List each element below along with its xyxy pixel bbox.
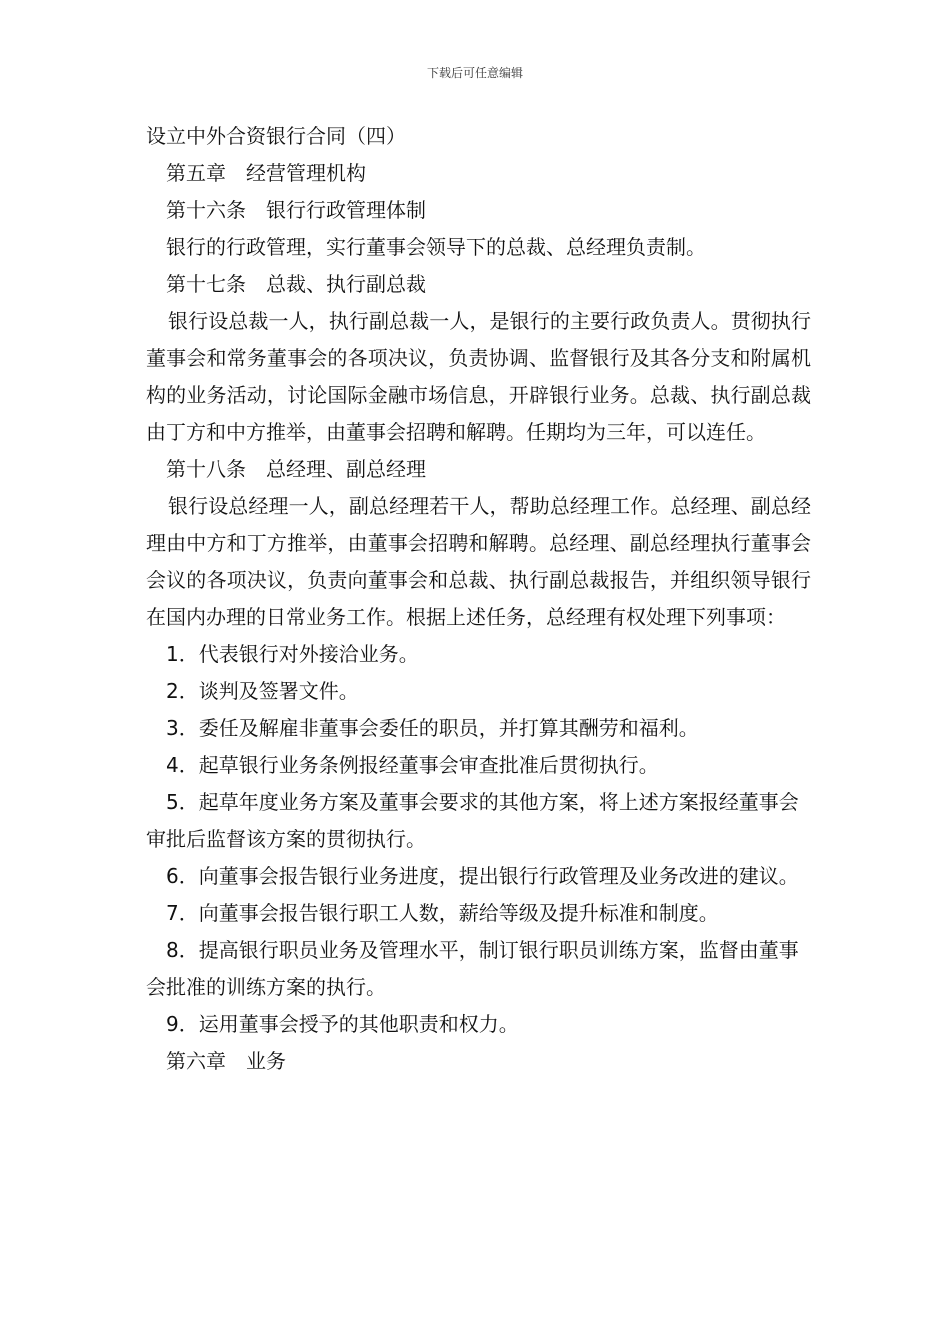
article-16-heading: 第十六条 银行行政管理体制 — [166, 198, 426, 222]
article-18-body: 银行设总经理一人，副总经理若干人，帮助总经理工作。总经理、副总经理由中方和丁方推举，由董事会招聘和解聘。总经理、副总经理执行董事会会议的各项决议，负责向董事会和总裁、执行副总裁报告，并组织领导银行在国内办理的日常业务工作。根据上述任务，总经理有权处理下列事项： — [146, 494, 811, 629]
list-item: 8．提高银行职员业务及管理水平，制订银行职员训练方案，监督由董事会批准的训练方案的执行。 — [146, 938, 799, 999]
list-item: 9．运用董事会授予的其他职责和权力。 — [166, 1012, 519, 1036]
chapter-5-heading: 第五章 经营管理机构 — [166, 161, 366, 185]
article-17-body: 银行设总裁一人，执行副总裁一人，是银行的主要行政负责人。贯彻执行董事会和常务董事会的各项决议，负责协调、监督银行及其各分支和附属机构的业务活动，讨论国际金融市场信息，开辟银行业务。总裁、执行副总裁由丁方和中方推举，由董事会招聘和解聘。任期均为三年，可以连任。 — [146, 309, 811, 444]
list-item: 7．向董事会报告银行职工人数，薪给等级及提升标准和制度。 — [166, 901, 719, 925]
header-note: 下载后可任意编辑 — [426, 66, 523, 80]
article-18-heading: 第十八条 总经理、副总经理 — [166, 457, 426, 481]
document-body — [146, 118, 811, 1080]
article-17-heading: 第十七条 总裁、执行副总裁 — [166, 272, 426, 296]
chapter-6-heading: 第六章 业务 — [166, 1049, 286, 1073]
list-item: 5．起草年度业务方案及董事会要求的其他方案，将上述方案报经董事会审批后监督该方案的贯彻执行。 — [146, 790, 799, 851]
list-item: 2．谈判及签署文件。 — [166, 679, 359, 703]
article-16-body: 银行的行政管理，实行董事会领导下的总裁、总经理负责制。 — [166, 235, 706, 259]
document-title: 设立中外合资银行合同（四） — [146, 124, 406, 148]
list-item: 1．代表银行对外接洽业务。 — [166, 642, 419, 666]
list-item: 3．委任及解雇非董事会委任的职员，并打算其酬劳和福利。 — [166, 716, 699, 740]
list-item: 6．向董事会报告银行业务进度，提出银行行政管理及业务改进的建议。 — [166, 864, 799, 888]
list-item: 4．起草银行业务条例报经董事会审查批准后贯彻执行。 — [166, 753, 659, 777]
